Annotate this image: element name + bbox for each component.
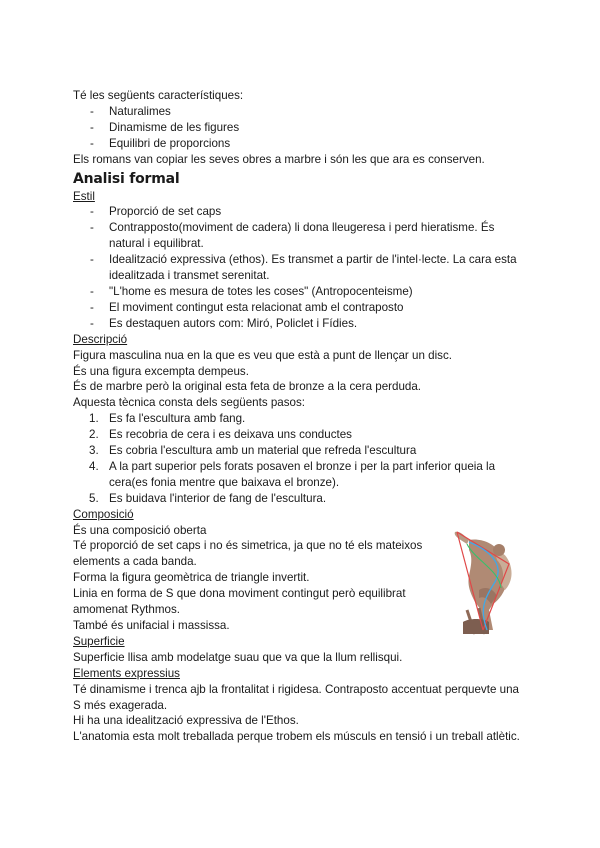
list-item bbox=[73, 459, 523, 491]
list-item: - Proporció de set caps bbox=[73, 204, 523, 220]
step-number: 2. bbox=[89, 428, 99, 442]
estil-title: Estil bbox=[73, 189, 95, 203]
descripcio-line: És una figura excempta dempeus. bbox=[73, 364, 249, 378]
composicio-line: Forma la figura geomètrica de triangle invertit. bbox=[73, 571, 310, 585]
list-item: - "L'home es mesura de totes les coses" (Antropocenteisme) bbox=[73, 284, 523, 300]
list-item: - El moviment contingut esta relacionat amb el contraposto bbox=[73, 300, 523, 316]
elements-line: Hi ha una idealització expressiva de l'Ethos. bbox=[73, 714, 299, 728]
estil-list bbox=[73, 204, 523, 331]
list-item bbox=[73, 427, 523, 443]
descripcio-title: Descripció bbox=[73, 332, 128, 346]
elements-title: Elements expressius bbox=[73, 666, 180, 680]
composicio-title: Composició bbox=[73, 507, 134, 521]
list-item: - Equilibri de proporcions bbox=[73, 136, 523, 152]
step-text: A la part superior pels forats posaven el bronze i per la part inferior queia la cera(es fonia mentre que baixava el bronze). bbox=[109, 459, 496, 489]
list-item: - Idealització expressiva (ethos). Es transmet a partir de l'intel·lecte. La cara esta idealitzada i transmet serenitat. bbox=[73, 252, 523, 284]
list-item: - Naturalimes bbox=[73, 104, 523, 120]
step-number: 3. bbox=[89, 444, 99, 458]
composicio-line: És una composició oberta bbox=[73, 523, 207, 537]
step-number: 4. bbox=[89, 459, 99, 473]
superficie-line: Superficie llisa amb modelatge suau que va que la llum rellisqui. bbox=[73, 650, 403, 664]
list-item: - Dinamisme de les figures bbox=[73, 120, 523, 136]
list-item bbox=[73, 411, 523, 427]
superficie-title: Superficie bbox=[73, 634, 125, 648]
step-text: Es fa l'escultura amb fang. bbox=[109, 412, 246, 426]
steps-list bbox=[73, 411, 523, 506]
composicio-line: Linia en forma de S que dona moviment contingut però equilibrat amomenat Rythmos. bbox=[73, 587, 406, 617]
list-item bbox=[73, 443, 523, 459]
step-text: Es buidava l'interior de fang de l'escultura. bbox=[109, 491, 327, 505]
list-item bbox=[73, 491, 523, 507]
intro-lead: Té les següents característiques: bbox=[73, 89, 244, 102]
descripcio-line: És de marbre però la original esta feta de bronze a la cera perduda. bbox=[73, 380, 422, 394]
document-page bbox=[73, 88, 523, 745]
section-title: Analisi formal bbox=[73, 170, 180, 187]
step-text: Es cobria l'escultura amb un material que refreda l'escultura bbox=[109, 444, 417, 458]
composicio-line: Té proporció de set caps i no és simetrica, ja que no té els mateixos elements a cada banda. bbox=[73, 539, 423, 569]
step-number: 5. bbox=[89, 491, 99, 505]
descripcio-line: Figura masculina nua en la que es veu que està a punt de llençar un disc. bbox=[73, 348, 452, 362]
step-text: Es recobria de cera i es deixava uns conductes bbox=[109, 428, 352, 442]
descripcio-line: Aquesta tècnica consta dels següents pasos: bbox=[73, 396, 306, 410]
list-item: - Es destaquen autors com: Miró, Policlet i Fídies. bbox=[73, 316, 523, 332]
discobolus-statue-image bbox=[449, 530, 519, 636]
step-number: 1. bbox=[89, 412, 99, 426]
composicio-line: També és unifacial i massissa. bbox=[73, 619, 230, 632]
elements-line: L'anatomia esta molt treballada perque trobem els músculs en tensió i un treball atlètic. bbox=[73, 730, 520, 744]
intro-closing: Els romans van copiar les seves obres a marbre i són les que ara es conserven. bbox=[73, 152, 485, 166]
elements-line: Té dinamisme i trenca ajb la frontalitat i rigidesa. Contraposto accentuat perquevte una S més exagerada. bbox=[73, 682, 519, 712]
list-item: - Contrapposto(moviment de cadera) li dona lleugeresa i perd hieratisme. És natural i equilibrat. bbox=[73, 220, 523, 252]
characteristics-list bbox=[73, 104, 523, 152]
